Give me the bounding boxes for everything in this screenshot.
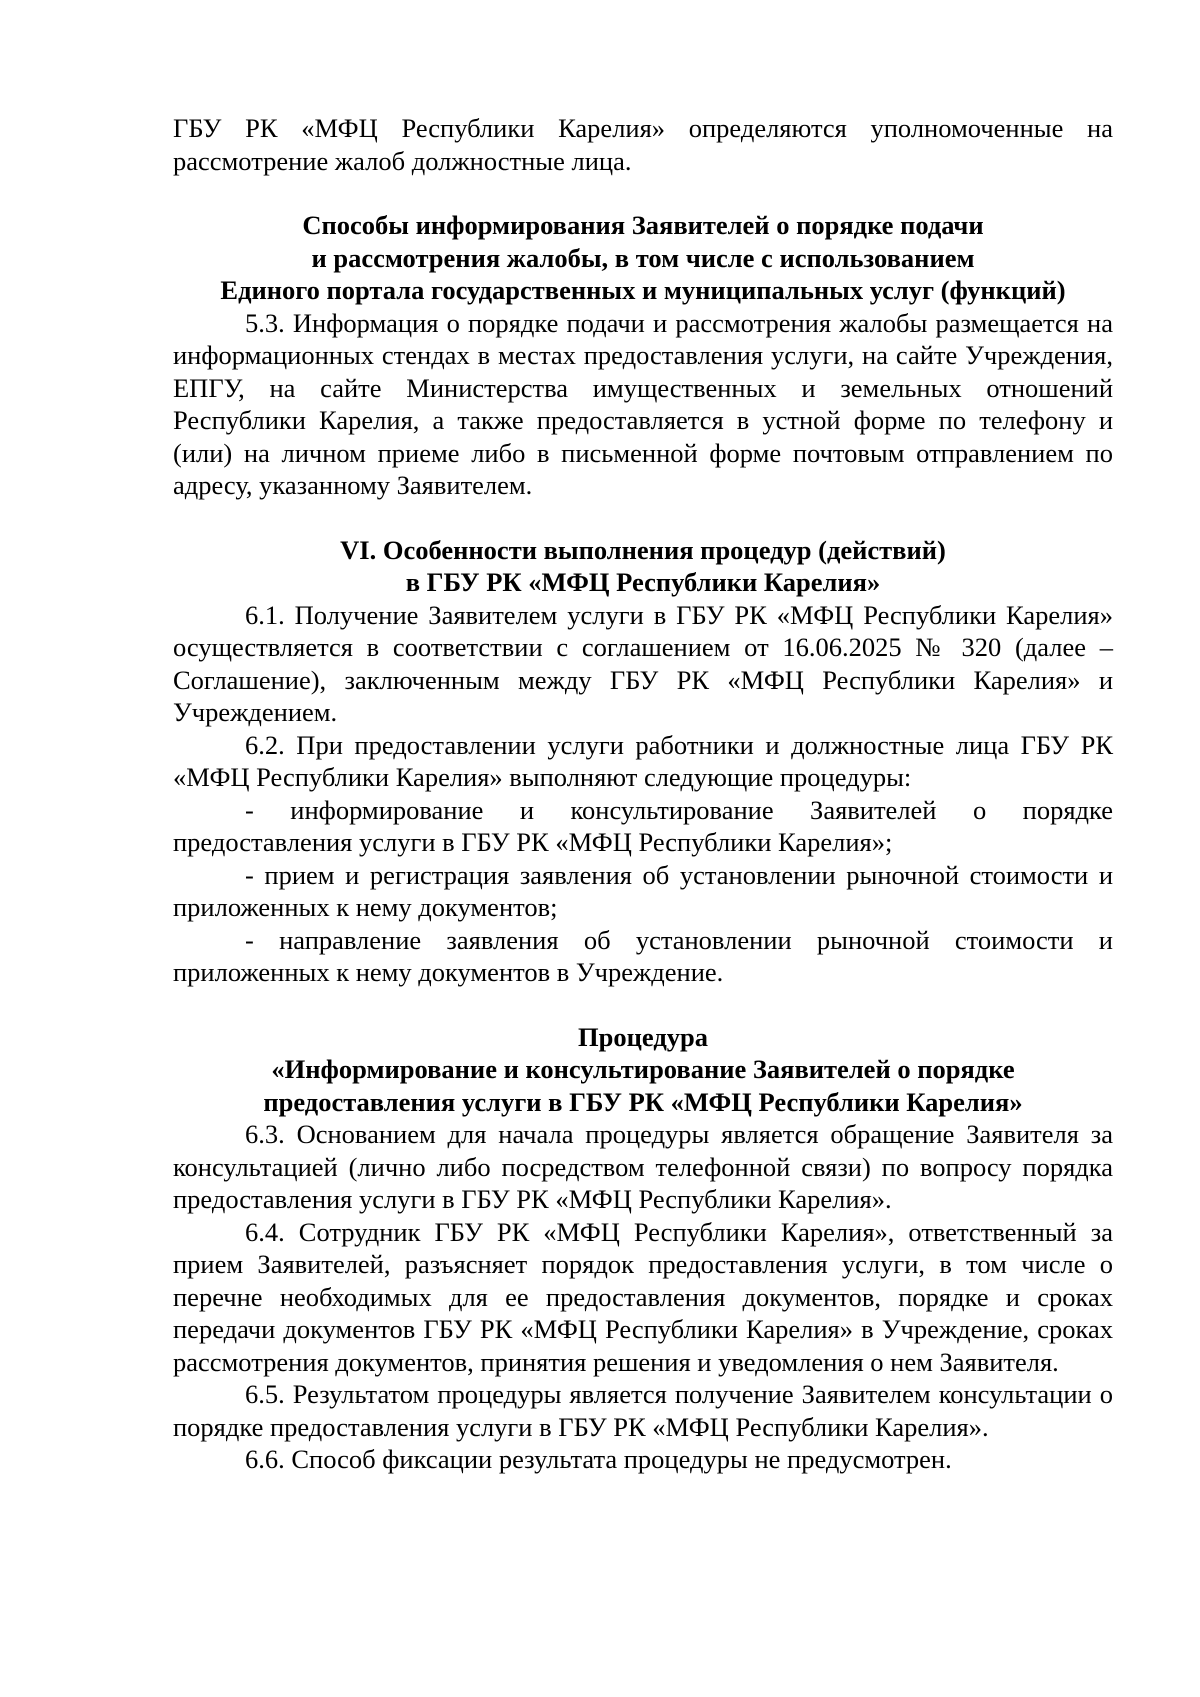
heading-line: Процедура [578, 1021, 708, 1052]
heading-line: предоставления услуги в ГБУ РК «МФЦ Республики Карелия» [263, 1086, 1023, 1117]
list-item: - информирование и консультирование Заявителей о порядке предоставления услуги в ГБУ РК «МФЦ Республики Карелия»; [173, 794, 1113, 857]
heading-procedure [173, 1021, 1113, 1119]
paragraph-6-5: 6.5. Результатом процедуры является получение Заявителем консультации о порядке предоставления услуги в ГБУ РК «МФЦ Республики Карелия». [173, 1379, 1113, 1442]
heading-section-vi [173, 534, 1113, 599]
heading-complaint-info [173, 209, 1113, 307]
heading-line: «Информирование и консультирование Заявителей о порядке [271, 1054, 1015, 1084]
paragraph-6-1: 6.1. Получение Заявителем услуги в ГБУ РК «МФЦ Республики Карелия» осуществляется в соответствии с соглашением от 16.06.2025 № 320 (далее – Соглашение), заключенным между ГБУ РК «МФЦ Республики Карелия» и Учреждением. [173, 599, 1113, 727]
list-item: - прием и регистрация заявления об установлении рыночной стоимости и приложенных к нему документов; [173, 859, 1113, 922]
heading-line: Способы информирования Заявителей о порядке подачи [302, 210, 984, 240]
paragraph-5-3: 5.3. Информация о порядке подачи и рассмотрения жалобы размещается на информационных стендах в местах предоставления услуги, на сайте Учреждения, ЕПГУ, на сайте Министерства имущественных и земельных отношений Республики Карелия, а также предоставляется в устной форме по телефону и (или) на личном приеме либо в письменной форме почтовым отправлением по адресу, указанному Заявителем. [173, 307, 1113, 500]
paragraph-6-6: 6.6. Способ фиксации результата процедуры не предусмотрен. [245, 1444, 952, 1474]
heading-line: и рассмотрения жалобы, в том числе с использованием [311, 242, 975, 273]
paragraph-6-2: 6.2. При предоставлении услуги работники и должностные лица ГБУ РК «МФЦ Республики Карелия» выполняют следующие процедуры: [173, 729, 1113, 792]
paragraph-6-3: 6.3. Основанием для начала процедуры является обращение Заявителя за консультацией (лично либо посредством телефонной связи) по вопросу порядка предоставления услуги в ГБУ РК «МФЦ Республики Карелия». [173, 1119, 1113, 1214]
heading-line: Единого портала государственных и муниципальных услуг (функций) [220, 275, 1066, 305]
list-item: - направление заявления об установлении рыночной стоимости и приложенных к нему документов в Учреждение. [173, 924, 1113, 987]
continuation-paragraph: ГБУ РК «МФЦ Республики Карелия» определяются уполномоченные на рассмотрение жалоб должностные лица. [173, 113, 1113, 176]
heading-line: VI. Особенности выполнения процедур (действий) [340, 534, 946, 565]
paragraph-6-4: 6.4. Сотрудник ГБУ РК «МФЦ Республики Карелия», ответственный за прием Заявителей, разъясняет порядок предоставления услуги, в том числе о перечне необходимых для ее предоставления документов, порядке и сроках передачи документов ГБУ РК «МФЦ Республики Карелия» в Учреждение, сроках рассмотрения документов, принятия решения и уведомления о нем Заявителя. [173, 1216, 1113, 1377]
heading-line: в ГБУ РК «МФЦ Республики Карелия» [405, 567, 881, 597]
document-page [173, 112, 1113, 1476]
